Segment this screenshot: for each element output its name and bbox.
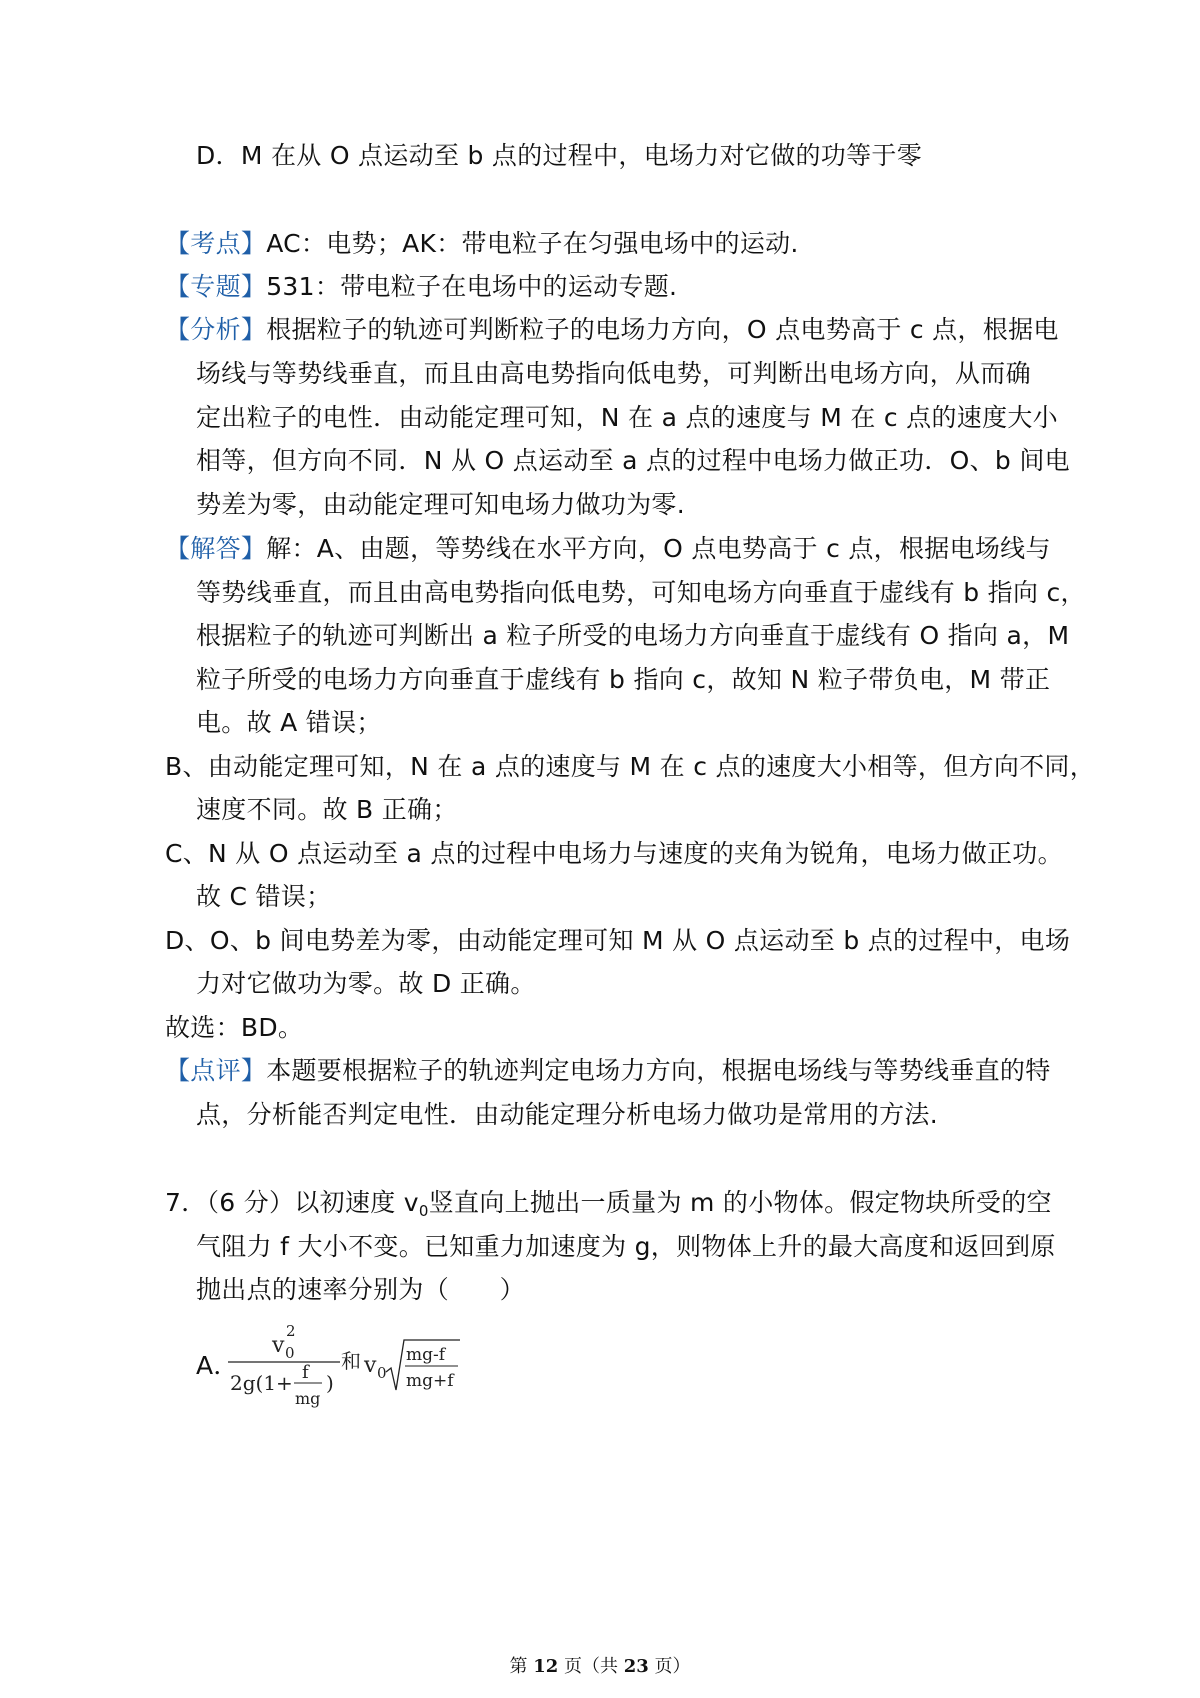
- page-footer: [0, 1652, 1200, 1678]
- dianping-line-2: 点，分析能否判定电性．由动能定理分析电场力做功是常用的方法.: [196, 1100, 938, 1129]
- q7-sub: 0: [418, 1202, 429, 1220]
- jieda-line-5: 电。故 A 错误；: [196, 708, 382, 737]
- fraction-numerator-v: v: [272, 1333, 285, 1358]
- fenxi-line-4: 相等，但方向不同．N 从 O 点运动至 a 点的过程中电场力做正功．O、b 间电: [196, 446, 1070, 475]
- jieda-text-1: 解：A、由题，等势线在水平方向，O 点电势高于 c 点，根据电场线与: [266, 534, 1051, 563]
- jieda-line-2: 等势线垂直，而且由高电势指向低电势，可知电场方向垂直于虚线有 b 指向 c，: [196, 578, 1086, 607]
- fenxi-line-3: 定出粒子的电性．由动能定理可知，N 在 a 点的速度与 M 在 c 点的速度大小: [196, 403, 1058, 432]
- jieda-line-7: 速度不同。故 B 正确；: [196, 795, 458, 824]
- fenxi-tag: 【分析】: [165, 315, 267, 344]
- fenxi-line-1: [165, 313, 1059, 347]
- denominator-right: ): [326, 1371, 334, 1395]
- option-d-previous: D．M 在从 O 点运动至 b 点的过程中，电场力对它做的功等于零: [196, 141, 923, 170]
- sqrt-denominator: mg+f: [406, 1371, 454, 1391]
- dianping-tag: 【点评】: [165, 1056, 267, 1085]
- option-a-label: A．: [196, 1351, 239, 1380]
- jieda-line-4: 粒子所受的电场力方向垂直于虚线有 b 指向 c，故知 N 粒子带负电，M 带正: [196, 665, 1051, 694]
- question-7-line-3: 抛出点的速率分别为（ ）: [196, 1275, 525, 1304]
- footer-page-number: 12: [533, 1656, 559, 1677]
- footer-mid: 页（共: [558, 1656, 624, 1677]
- jieda-line-11: 力对它做功为零。故 D 正确。: [196, 969, 536, 998]
- speed-sub: 0: [377, 1364, 387, 1382]
- speed-v: v: [364, 1353, 377, 1378]
- fenxi-line-5: 势差为零，由动能定理可知电场力做功为零.: [196, 490, 685, 519]
- dianping-line-1: [165, 1054, 1051, 1088]
- denominator-left: 2g(1+: [230, 1371, 293, 1395]
- fraction-numerator-sub: 0: [285, 1344, 295, 1362]
- jieda-line-3: 根据粒子的轨迹可判断出 a 粒子所受的电场力方向垂直于虚线有 O 指向 a，M: [196, 621, 1070, 650]
- footer-total-pages: 23: [623, 1656, 649, 1677]
- denominator-f: f: [302, 1362, 309, 1383]
- option-a-formula: [228, 1316, 488, 1416]
- dianping-text-1: 本题要根据粒子的轨迹判定电场力方向，根据电场线与等势线垂直的特: [266, 1056, 1051, 1085]
- footer-post: 页）: [648, 1656, 691, 1677]
- jieda-tag: 【解答】: [165, 534, 267, 563]
- zhuanti-section: [165, 270, 677, 304]
- fraction-numerator-sup: 2: [286, 1322, 296, 1340]
- formula-he: 和: [341, 1349, 361, 1373]
- jieda-line-9: 故 C 错误；: [196, 882, 332, 911]
- denominator-mg: mg: [295, 1389, 321, 1408]
- kaodian-tag: 【考点】: [165, 229, 267, 258]
- fenxi-text-1: 根据粒子的轨迹可判断粒子的电场力方向，O 点电势高于 c 点，根据电: [266, 315, 1059, 344]
- footer-pre: 第: [509, 1656, 534, 1677]
- zhuanti-tag: 【专题】: [165, 272, 267, 301]
- jieda-line-6: B、由动能定理可知，N 在 a 点的速度与 M 在 c 点的速度大小相等，但方向不同，: [165, 752, 1096, 781]
- jieda-line-1: [165, 532, 1051, 566]
- question-7-line-2: 气阻力 f 大小不变。已知重力加速度为 g，则物体上升的最大高度和返回到原: [196, 1232, 1056, 1261]
- jieda-answer: 故选：BD。: [165, 1013, 304, 1042]
- zhuanti-text: 531：带电粒子在电场中的运动专题.: [266, 272, 678, 301]
- q7-text-b: 竖直向上抛出一质量为 m 的小物体。假定物块所受的空: [428, 1188, 1052, 1217]
- fenxi-line-2: 场线与等势线垂直，而且由高电势指向低电势，可判断出电场方向，从而确: [196, 359, 1031, 388]
- sqrt-numerator: mg-f: [406, 1345, 446, 1365]
- jieda-line-10: D、O、b 间电势差为零，由动能定理可知 M 从 O 点运动至 b 点的过程中，电场: [165, 926, 1071, 955]
- question-7-line-1: [165, 1186, 1052, 1228]
- kaodian-text: AC：电势；AK：带电粒子在匀强电场中的运动.: [266, 229, 799, 258]
- jieda-line-8: C、N 从 O 点运动至 a 点的过程中电场力与速度的夹角为锐角，电场力做正功。: [165, 839, 1063, 868]
- q7-text-a: 7．（6 分）以初速度 v: [165, 1188, 419, 1217]
- kaodian-section: [165, 227, 799, 261]
